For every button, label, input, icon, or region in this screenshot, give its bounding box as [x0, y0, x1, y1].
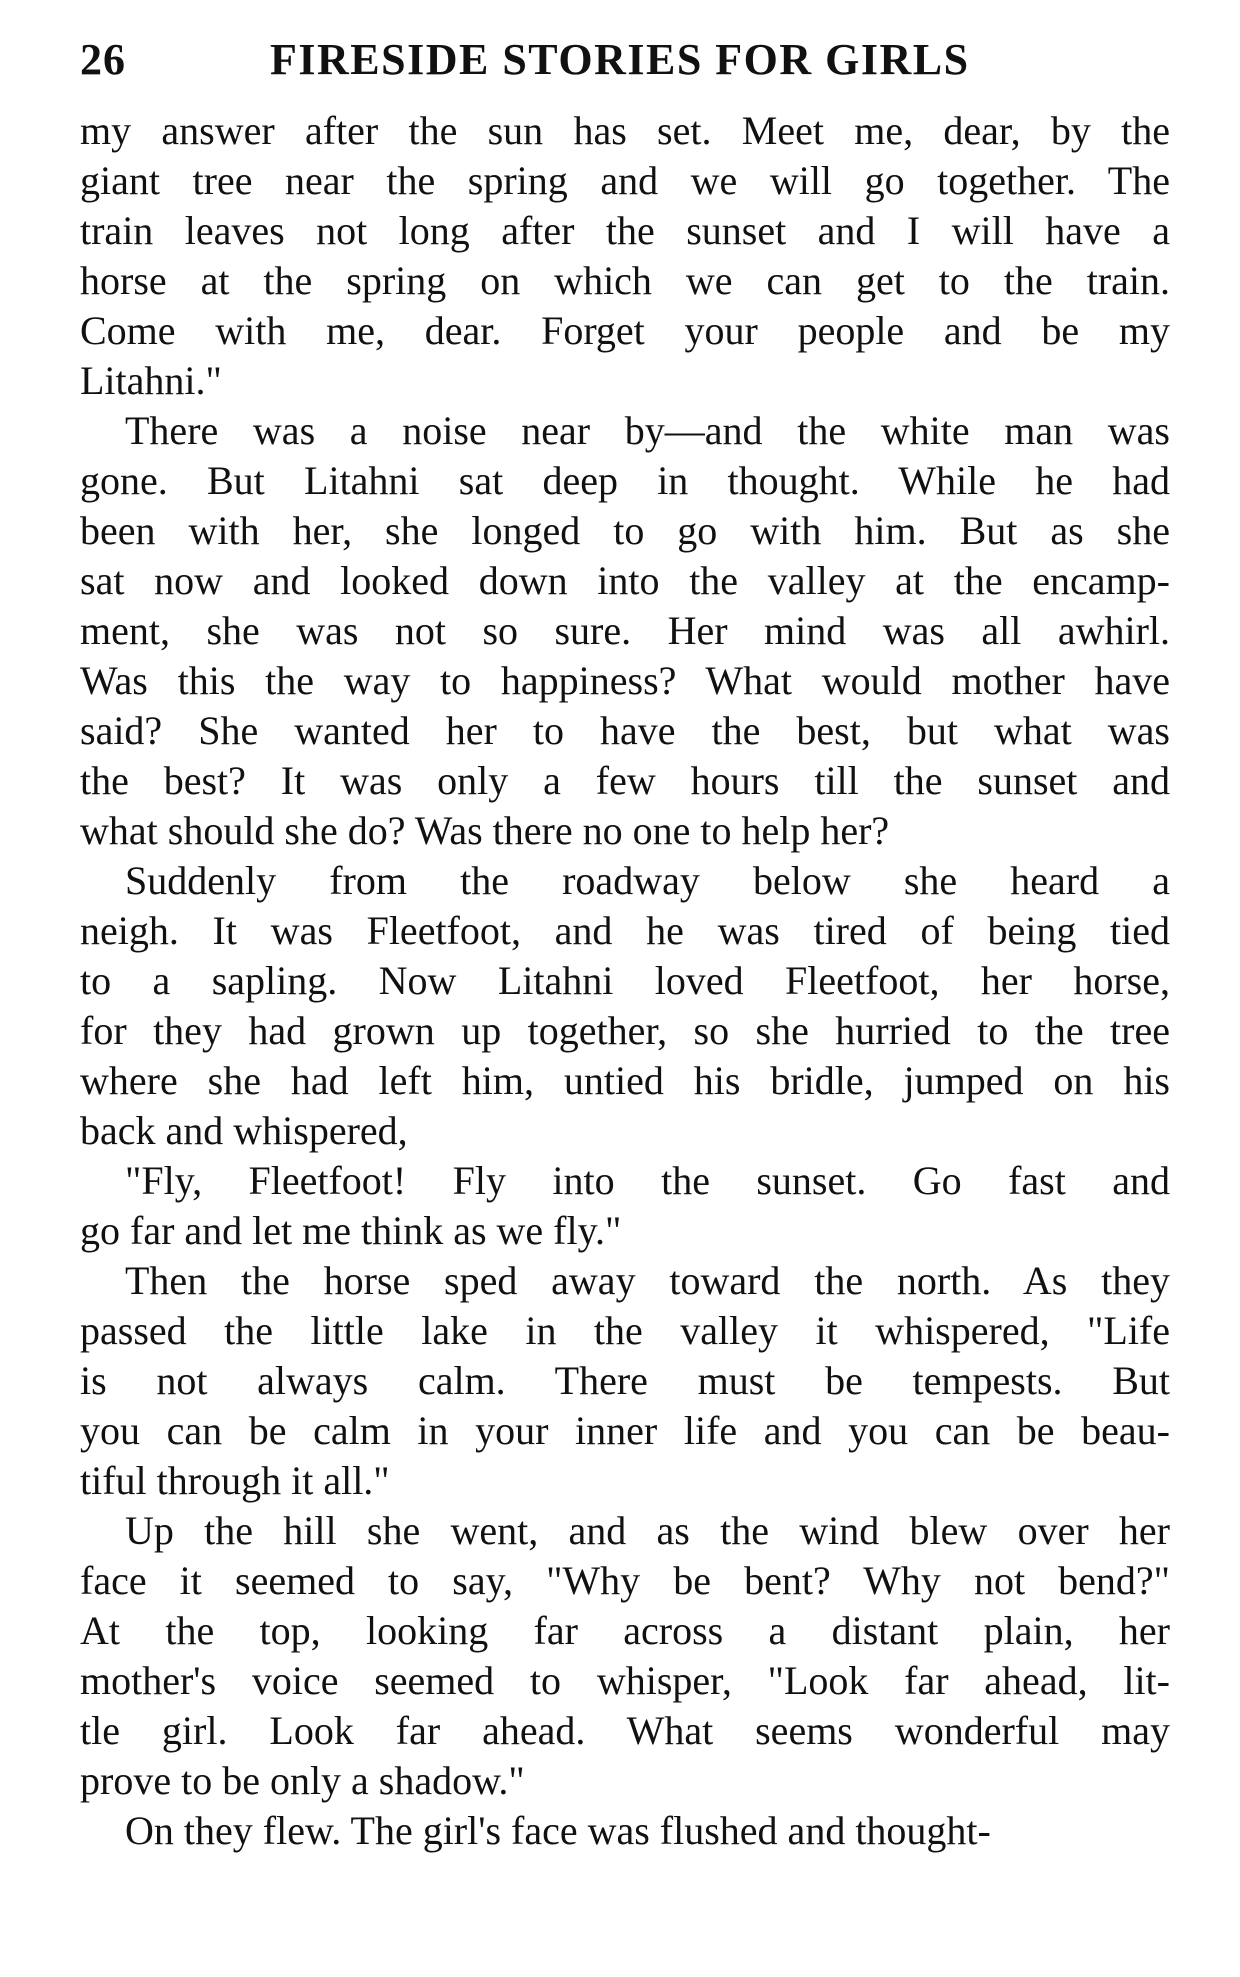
text-line: been with her, she longed to go with him. But as she	[80, 508, 1170, 553]
text-line: On they flew. The girl's face was flushed and thought-	[125, 1808, 991, 1853]
paragraph-7	[80, 1806, 1170, 1856]
text-line: tiful through it all."	[80, 1458, 390, 1503]
text-line: go far and let me think as we fly."	[80, 1208, 622, 1253]
text-line: "Fly, Fleetfoot! Fly into the sunset. Go fast and	[125, 1158, 1170, 1203]
text-line: passed the little lake in the valley it whispered, "Life	[80, 1308, 1170, 1353]
paragraph-6	[80, 1506, 1170, 1806]
text-line: where she had left him, untied his bridle, jumped on his	[80, 1058, 1170, 1103]
text-line: There was a noise near by—and the white man was	[125, 408, 1170, 453]
paragraph-4	[80, 1156, 1170, 1256]
text-line: to a sapling. Now Litahni loved Fleetfoot, her horse,	[80, 958, 1170, 1003]
text-line: the best? It was only a few hours till the sunset and	[80, 758, 1170, 803]
paragraph-3	[80, 856, 1170, 1156]
text-line: prove to be only a shadow."	[80, 1758, 525, 1803]
paragraph-2	[80, 406, 1170, 856]
text-line: Then the horse sped away toward the north. As they	[125, 1258, 1170, 1303]
text-line: mother's voice seemed to whisper, "Look far ahead, lit-	[80, 1658, 1170, 1703]
body-text	[80, 106, 1170, 1856]
paragraph-5	[80, 1256, 1170, 1506]
paragraph-1	[80, 106, 1170, 406]
text-line: train leaves not long after the sunset and I will have a	[80, 208, 1170, 253]
text-line: for they had grown up together, so she hurried to the tree	[80, 1008, 1170, 1053]
text-line: Come with me, dear. Forget your people and be my	[80, 308, 1170, 353]
text-line: Suddenly from the roadway below she heard a	[125, 858, 1170, 903]
text-line: my answer after the sun has set. Meet me, dear, by the	[80, 108, 1170, 153]
text-line: neigh. It was Fleetfoot, and he was tired of being tied	[80, 908, 1170, 953]
text-line: giant tree near the spring and we will go together. The	[80, 158, 1170, 203]
text-line: horse at the spring on which we can get to the train.	[80, 258, 1170, 303]
text-line: gone. But Litahni sat deep in thought. While he had	[80, 458, 1170, 503]
text-line: back and whispered,	[80, 1108, 408, 1153]
text-line: you can be calm in your inner life and you can be beau-	[80, 1408, 1170, 1453]
text-line: tle girl. Look far ahead. What seems wonderful may	[80, 1708, 1170, 1753]
page-number: 26	[80, 35, 126, 84]
book-title: FIRESIDE STORIES FOR GIRLS	[270, 35, 970, 84]
running-head	[80, 30, 1170, 90]
text-line: Was this the way to happiness? What would mother have	[80, 658, 1170, 703]
text-line: face it seemed to say, "Why be bent? Why not bend?"	[80, 1558, 1170, 1603]
text-line: sat now and looked down into the valley at the encamp-	[80, 558, 1170, 603]
text-line: Litahni."	[80, 358, 222, 403]
text-line: what should she do? Was there no one to help her?	[80, 808, 890, 853]
text-line: Up the hill she went, and as the wind blew over her	[125, 1508, 1170, 1553]
text-line: said? She wanted her to have the best, but what was	[80, 708, 1170, 753]
text-line: ment, she was not so sure. Her mind was all awhirl.	[80, 608, 1170, 653]
text-line: is not always calm. There must be tempests. But	[80, 1358, 1170, 1403]
text-line: At the top, looking far across a distant plain, her	[80, 1608, 1170, 1653]
